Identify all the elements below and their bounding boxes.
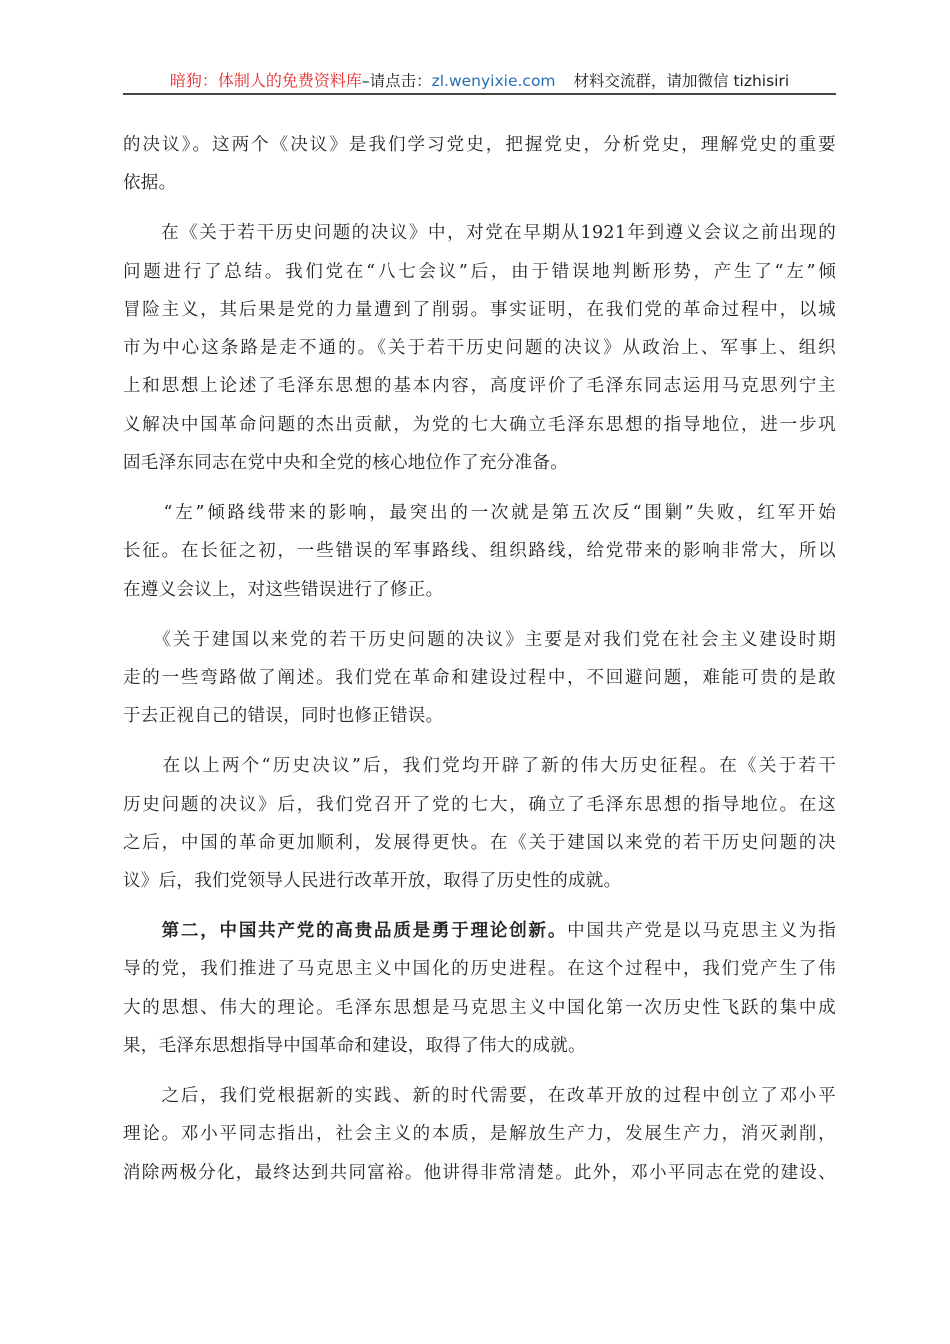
click-prompt: –请点击： — [361, 72, 432, 90]
paragraph — [123, 1077, 836, 1192]
line-text: 《关于建国以来党的若干历史问题的决议》主要是对我们党在社会主义建设时期 — [123, 629, 836, 650]
paragraph — [123, 214, 836, 482]
line-text: 依据。 — [123, 173, 177, 194]
line-text: 冒险主义，其后果是党的力量遭到了削弱。事实证明，在我们党的革命过程中，以城 — [123, 299, 836, 320]
text-line — [123, 494, 836, 532]
line-text: 在遵义会议上，对这些错误进行了修正。 — [123, 579, 444, 600]
text-line — [123, 1077, 836, 1115]
line-text: 于去正视自己的错误，同时也修正错误。 — [123, 706, 444, 727]
text-line — [123, 989, 836, 1027]
line-text: 义解决中国革命问题的杰出贡献，为党的七大确立毛泽东思想的指导地位，进一步巩 — [123, 414, 836, 435]
paragraph — [123, 747, 836, 900]
line-text: “左”倾路线带来的影响，最突出的一次就是第五次反“围剿”失败，红军开始 — [123, 503, 836, 524]
text-line — [123, 950, 836, 988]
line-text: 消除两极分化，最终达到共同富裕。他讲得非常清楚。此外，邓小平同志在党的建设、 — [123, 1162, 836, 1183]
line-text: 在《关于若干历史问题的决议》中，对党在早期从1921年到遵义会议之前出现的 — [123, 223, 836, 244]
line-text: 议》后，我们党领导人民进行改革开放，取得了历史性的成就。 — [123, 871, 622, 892]
text-line — [123, 367, 836, 405]
text-line — [123, 1027, 836, 1065]
text-line — [123, 824, 836, 862]
text-line — [123, 444, 836, 482]
line-text: 的决议》。这两个《决议》是我们学习党史，把握党史，分析党史，理解党史的重要 — [123, 135, 836, 155]
line-text: 大的思想、伟大的理论。毛泽东思想是马克思主义中国化第一次历史性飞跃的集中成 — [123, 997, 836, 1018]
line-text: 历史问题的决议》后，我们党召开了党的七大，确立了毛泽东思想的指导地位。在这 — [123, 794, 836, 815]
text-line — [123, 862, 836, 900]
line-text: 长征。在长征之初，一些错误的军事路线、组织路线，给党带来的影响非常大，所以 — [123, 541, 836, 562]
text-line — [123, 621, 836, 659]
document-body — [123, 126, 836, 1204]
paragraph — [123, 621, 836, 736]
line-text: 之后，中国的革命更加顺利，发展得更快。在《关于建国以来党的若干历史问题的决 — [123, 832, 836, 853]
text-line — [123, 214, 836, 252]
text-line — [123, 659, 836, 697]
text-line — [123, 786, 836, 824]
text-line — [123, 697, 836, 735]
text-line — [123, 1115, 836, 1153]
site-name: 暗狗：体制人的免费资料库 — [169, 71, 362, 90]
text-line — [123, 164, 836, 202]
group-note: 材料交流群，请加微信 tizhisiri — [573, 72, 790, 90]
line-text: 导的党，我们推进了马克思主义中国化的历史进程。在这个过程中，我们党产生了伟 — [123, 959, 836, 980]
paragraph — [123, 912, 836, 1065]
line-text: 市为中心这条路是走不通的。《关于若干历史问题的决议》从政治上、军事上、组织 — [123, 338, 836, 359]
page-header — [123, 68, 836, 92]
line-text: 果，毛泽东思想指导中国革命和建设，取得了伟大的成就。 — [123, 1035, 586, 1056]
line-text: 中国共产党是以马克思主义为指 — [567, 921, 836, 942]
text-line — [123, 291, 836, 329]
text-line — [123, 329, 836, 367]
line-text: 问题进行了总结。我们党在“八七会议”后，由于错误地判断形势，产生了“左”倾 — [123, 261, 836, 282]
text-line — [123, 406, 836, 444]
text-line — [123, 571, 836, 609]
text-line — [123, 912, 836, 950]
text-line — [123, 253, 836, 291]
line-text: 固毛泽东同志在党中央和全党的核心地位作了充分准备。 — [123, 453, 568, 474]
text-line — [123, 747, 836, 785]
line-text: 之后，我们党根据新的实践、新的时代需要，在改革开放的过程中创立了邓小平 — [123, 1085, 836, 1106]
header-divider — [123, 93, 836, 95]
bold-heading: 第二，中国共产党的高贵品质是勇于理论创新。 — [123, 921, 568, 942]
paragraph — [123, 494, 836, 609]
line-text: 上和思想上论述了毛泽东思想的基本内容，高度评价了毛泽东同志运用马克思列宁主 — [123, 376, 836, 397]
paragraph — [123, 126, 836, 203]
text-line — [123, 1154, 836, 1192]
site-url-link[interactable]: zl.wenyixie.com — [431, 72, 556, 90]
text-line — [123, 532, 836, 570]
line-text: 理论。邓小平同志指出，社会主义的本质，是解放生产力，发展生产力，消灭剥削， — [123, 1124, 836, 1145]
line-text: 在以上两个“历史决议”后，我们党均开辟了新的伟大历史征程。在《关于若干 — [123, 756, 836, 777]
text-line — [123, 126, 836, 164]
line-text: 走的一些弯路做了阐述。我们党在革命和建设过程中，不回避问题，难能可贵的是敢 — [123, 667, 836, 688]
